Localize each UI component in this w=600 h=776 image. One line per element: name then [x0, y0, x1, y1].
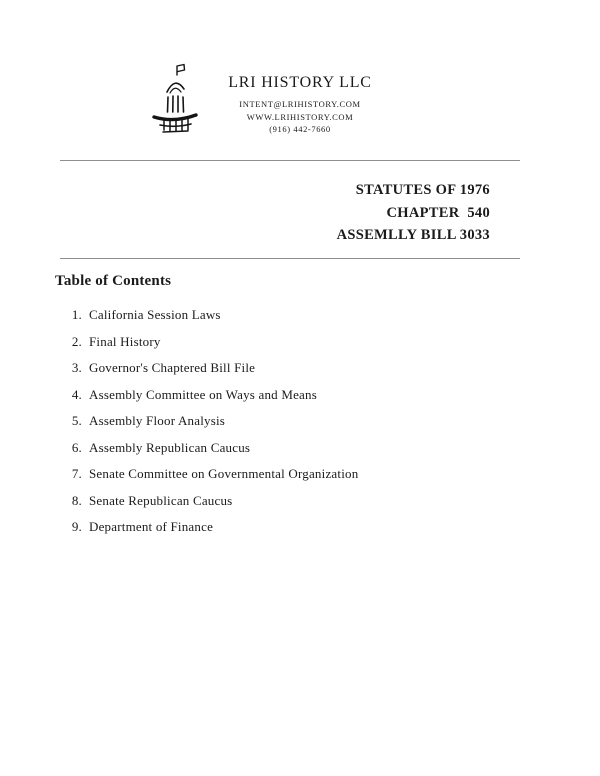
- toc-item-label: Governor's Chaptered Bill File: [89, 360, 256, 375]
- toc-item-label: Senate Committee on Governmental Organization: [89, 466, 359, 481]
- toc-item: [66, 493, 526, 509]
- toc-item: [66, 440, 526, 456]
- letterhead: [208, 74, 392, 136]
- toc-item-number: 8.: [71, 492, 82, 508]
- toc-item-number: 4.: [71, 386, 82, 402]
- statute-citation: [60, 179, 490, 247]
- divider-bottom: [60, 258, 520, 259]
- toc-item-number: 3.: [71, 360, 82, 375]
- toc-list: [66, 307, 526, 546]
- company-website: WWW.LRIHISTORY.COM: [246, 111, 354, 122]
- toc-item-label: Assembly Floor Analysis: [89, 413, 226, 428]
- divider-top: [60, 160, 520, 161]
- company-email: INTENT@LRIHISTORY.COM: [239, 99, 361, 109]
- toc-item-label: Assembly Committee on Ways and Means: [89, 386, 317, 402]
- capitol-sketch-icon: [146, 62, 204, 138]
- toc-item: [66, 519, 526, 535]
- toc-item-label: Senate Republican Caucus: [89, 492, 233, 508]
- toc-item-number: 6.: [71, 439, 82, 455]
- toc-item-label: Final History: [89, 333, 161, 349]
- toc-item: [66, 413, 526, 429]
- toc-item: [66, 466, 526, 482]
- toc-item-number: 5.: [71, 413, 82, 428]
- toc-item-number: 1.: [71, 307, 82, 322]
- toc-item-number: 7.: [71, 466, 82, 481]
- chapter-line: CHAPTER 540: [386, 204, 490, 221]
- toc-item-label: California Session Laws: [89, 307, 221, 322]
- toc-item-number: 2.: [71, 333, 82, 349]
- toc-item: [66, 334, 526, 350]
- toc-item-number: 9.: [71, 519, 82, 534]
- toc-item-label: Department of Finance: [89, 519, 214, 534]
- statutes-line: STATUTES OF 1976: [355, 182, 490, 198]
- company-name: LRI HISTORY LLC: [228, 74, 372, 91]
- toc-item: [66, 387, 526, 403]
- toc-item: [66, 360, 526, 376]
- company-phone: (916) 442-7660: [269, 124, 331, 134]
- toc-item-label: Assembly Republican Caucus: [89, 439, 251, 455]
- toc-title: Table of Contents: [55, 273, 172, 289]
- toc-item: [66, 307, 526, 323]
- bill-line: ASSEMLLY BILL 3033: [336, 227, 490, 243]
